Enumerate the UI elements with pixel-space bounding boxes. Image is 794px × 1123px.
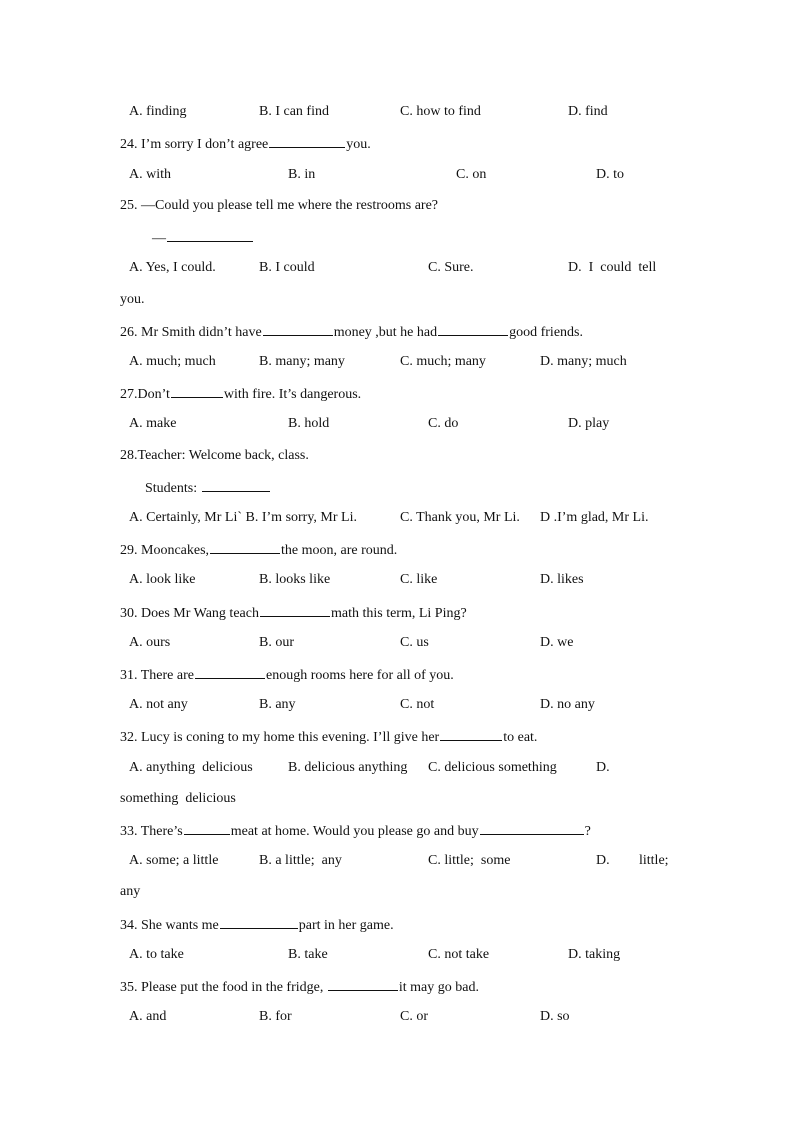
q32-options — [0, 758, 794, 778]
q34-stem-before: 34. She wants me — [120, 918, 219, 933]
q25-stem — [0, 196, 794, 216]
q29-stem-before: 29. Mooncakes, — [120, 543, 210, 558]
q26-stem-1: 26. Mr Smith didn’t have — [120, 325, 262, 340]
q29-option-a: A. look like — [129, 572, 196, 587]
q31-stem — [0, 664, 794, 684]
q35-option-a: A. and — [129, 1009, 167, 1024]
q33-option-a: A. some; a little — [129, 853, 219, 868]
q35-stem-before: 35. Please put the food in the fridge, — [120, 980, 324, 995]
q33-option-b: B. a little; any — [259, 853, 342, 868]
q34-stem-after: part in her game. — [298, 918, 394, 933]
q33-option-d: D. — [596, 853, 610, 868]
q24-option-c: C. on — [456, 167, 487, 182]
q25-blank — [167, 227, 253, 242]
q33-stem-1: 33. There’s — [120, 824, 183, 839]
q32-option-b: B. delicious anything — [288, 760, 408, 775]
q33-blank-1 — [184, 820, 230, 835]
q27-options — [0, 414, 794, 434]
q23-option-c: C. how to find — [400, 104, 481, 119]
q26-blank-2 — [438, 321, 508, 336]
q29-blank — [210, 539, 280, 554]
q23-option-b: B. I can find — [259, 104, 329, 119]
q30-stem-after: math this term, Li Ping? — [330, 606, 467, 621]
q34-blank — [220, 914, 298, 929]
q31-stem-before: 31. There are — [120, 668, 194, 683]
q35-options — [0, 1007, 794, 1027]
q34-option-b: B. take — [288, 947, 328, 962]
q34-options — [0, 945, 794, 965]
q24-stem-before: 24. I’m sorry I don’t agree — [120, 137, 269, 152]
q27-stem — [0, 383, 794, 403]
q27-stem-after: with fire. It’s dangerous. — [223, 387, 362, 402]
q32-option-d: D. — [596, 760, 610, 775]
q26-option-c: C. much; many — [400, 354, 486, 369]
q30-option-a: A. ours — [129, 635, 171, 650]
q24-options — [0, 165, 794, 185]
q23-option-d: D. find — [568, 104, 608, 119]
q29-options — [0, 570, 794, 590]
q25-options — [0, 258, 794, 278]
q32-stem-after: to eat. — [503, 730, 538, 745]
q31-blank — [195, 664, 265, 679]
q35-option-d: D. so — [540, 1009, 570, 1024]
q30-stem-before: 30. Does Mr Wang teach — [120, 606, 259, 621]
q28-option-a-b: A. Certainly, Mr Li` B. I’m sorry, Mr Li. — [129, 510, 357, 525]
q25-stem-text: 25. —Could you please tell me where the restrooms are? — [120, 198, 439, 213]
q24-stem-after: you. — [346, 137, 371, 152]
q25-reply — [0, 227, 794, 247]
q32-option-d-cont: something delicious — [120, 791, 236, 806]
q33-stem-2: meat at home. Would you please go and buy — [230, 824, 479, 839]
q33-stem — [0, 820, 794, 840]
q25-option-d-cont: you. — [120, 292, 145, 307]
q26-stem — [0, 321, 794, 341]
q28-students — [0, 477, 794, 497]
q28-options — [0, 508, 794, 528]
q34-option-d: D. taking — [568, 947, 621, 962]
q33-blank-2 — [480, 820, 584, 835]
q24-option-d: D. to — [596, 167, 624, 182]
q31-option-d: D. no any — [540, 697, 595, 712]
q30-options — [0, 633, 794, 653]
q28-blank — [202, 477, 270, 492]
q23-options — [0, 102, 794, 122]
q30-option-d: D. we — [540, 635, 574, 650]
q29-stem-after: the moon, are round. — [281, 543, 398, 558]
q32-option-d-cont-line — [0, 789, 794, 809]
q35-option-b: B. for — [259, 1009, 292, 1024]
q30-blank — [260, 602, 330, 617]
q30-option-c: C. us — [400, 635, 429, 650]
q28-option-d: D .I’m glad, Mr Li. — [540, 510, 649, 525]
q33-option-d-cont-line — [0, 882, 794, 902]
q24-blank — [269, 133, 345, 148]
q32-option-a: A. anything delicious — [129, 760, 253, 775]
q29-option-d: D. likes — [540, 572, 584, 587]
q32-option-c: C. delicious something — [428, 760, 557, 775]
q27-blank — [171, 383, 223, 398]
q31-option-a: A. not any — [129, 697, 188, 712]
q25-option-d: D. I could tell — [568, 260, 657, 275]
q28-stem — [0, 446, 794, 466]
q31-option-c: C. not — [400, 697, 435, 712]
q35-stem — [0, 976, 794, 996]
q24-option-a: A. with — [129, 167, 171, 182]
q27-option-c: C. do — [428, 416, 459, 431]
q26-options — [0, 352, 794, 372]
q26-stem-2: money ,but he had — [333, 325, 438, 340]
q34-option-a: A. to take — [129, 947, 184, 962]
q35-option-c: C. or — [400, 1009, 428, 1024]
q32-stem — [0, 726, 794, 746]
q29-stem — [0, 539, 794, 559]
q26-blank-1 — [263, 321, 333, 336]
q32-blank — [440, 726, 502, 741]
q26-option-d: D. many; much — [540, 354, 627, 369]
q31-stem-after: enough rooms here for all of you. — [265, 668, 454, 683]
q33-options — [0, 851, 794, 871]
q30-stem — [0, 602, 794, 622]
q35-stem-after: it may go bad. — [398, 980, 479, 995]
q25-option-d-cont-line — [0, 290, 794, 310]
q28-students-label: Students: — [145, 481, 198, 496]
q29-option-c: C. like — [400, 572, 438, 587]
q26-option-a: A. much; much — [129, 354, 216, 369]
q31-options — [0, 695, 794, 715]
q26-stem-3: good friends. — [509, 325, 583, 340]
q28-stem-text: 28.Teacher: Welcome back, class. — [120, 448, 309, 463]
q34-option-c: C. not take — [428, 947, 490, 962]
q34-stem — [0, 914, 794, 934]
q25-option-a: A. Yes, I could. — [129, 260, 216, 275]
q27-stem-before: 27.Don’t — [120, 387, 170, 402]
q23-option-a: A. finding — [129, 104, 187, 119]
q31-option-b: B. any — [259, 697, 296, 712]
q35-blank — [328, 976, 398, 991]
q27-option-b: B. hold — [288, 416, 330, 431]
q33-option-d-cont: any — [120, 884, 141, 899]
q26-option-b: B. many; many — [259, 354, 345, 369]
q32-stem-before: 32. Lucy is coning to my home this evening. I’ll give her — [120, 730, 440, 745]
q27-option-d: D. play — [568, 416, 610, 431]
q25-option-c: C. Sure. — [428, 260, 474, 275]
q28-option-c: C. Thank you, Mr Li. — [400, 510, 520, 525]
q27-option-a: A. make — [129, 416, 177, 431]
q33-stem-3: ? — [584, 824, 591, 839]
q25-option-b: B. I could — [259, 260, 315, 275]
q24-option-b: B. in — [288, 167, 316, 182]
q33-option-c: C. little; some — [428, 853, 511, 868]
q29-option-b: B. looks like — [259, 572, 331, 587]
q30-option-b: B. our — [259, 635, 294, 650]
q33-option-d-mid: little; — [639, 853, 669, 868]
q24-stem — [0, 133, 794, 153]
q25-reply-dash: — — [152, 231, 166, 246]
